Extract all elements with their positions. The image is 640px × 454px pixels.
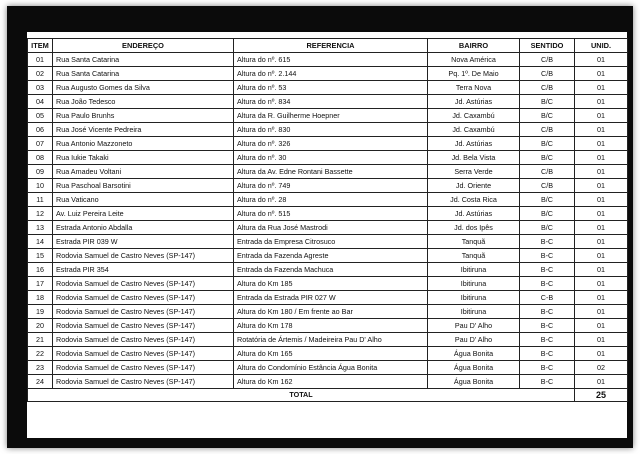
cell-referencia: Altura da Rua José Mastrodi	[234, 221, 428, 235]
cell-endereco: Rua Paschoal Barsotini	[53, 179, 234, 193]
cell-item: 08	[28, 151, 53, 165]
cell-referencia: Rotatória de Ártemis / Madeireira Pau D' Alho	[234, 333, 428, 347]
cell-bairro: Jd. dos Ipês	[428, 221, 520, 235]
table-row	[28, 235, 628, 249]
cell-bairro: Água Bonita	[428, 361, 520, 375]
document-sheet	[27, 32, 627, 438]
cell-item: 11	[28, 193, 53, 207]
cell-sentido: C/B	[520, 53, 575, 67]
table-row	[28, 67, 628, 81]
table-row	[28, 249, 628, 263]
cell-referencia: Altura do nº. 830	[234, 123, 428, 137]
cell-sentido: C-B	[520, 291, 575, 305]
cell-item: 23	[28, 361, 53, 375]
cell-sentido: B-C	[520, 361, 575, 375]
cell-referencia: Entrada da Empresa Citrosuco	[234, 235, 428, 249]
cell-endereco: Estrada PIR 039 W	[53, 235, 234, 249]
cell-referencia: Altura do Km 178	[234, 319, 428, 333]
cell-item: 07	[28, 137, 53, 151]
cell-referencia: Altura do nº. 326	[234, 137, 428, 151]
table-row	[28, 95, 628, 109]
cell-endereco: Estrada Antonio Abdalla	[53, 221, 234, 235]
cell-bairro: Jd. Astúrias	[428, 207, 520, 221]
cell-sentido: B-C	[520, 235, 575, 249]
cell-bairro: Jd. Astúrias	[428, 137, 520, 151]
cell-bairro: Tanquã	[428, 249, 520, 263]
cell-endereco: Rodovia Samuel de Castro Neves (SP-147)	[53, 319, 234, 333]
cell-bairro: Pq. 1º. De Maio	[428, 67, 520, 81]
cell-endereco: Rua Paulo Brunhs	[53, 109, 234, 123]
cell-unid: 01	[575, 67, 628, 81]
cell-unid: 02	[575, 361, 628, 375]
cell-referencia: Altura do Km 165	[234, 347, 428, 361]
cell-sentido: C/B	[520, 179, 575, 193]
cell-endereco: Rua Santa Catarina	[53, 53, 234, 67]
cell-endereco: Rodovia Samuel de Castro Neves (SP-147)	[53, 375, 234, 389]
cell-unid: 01	[575, 109, 628, 123]
cell-sentido: C/B	[520, 123, 575, 137]
cell-referencia: Entrada da Fazenda Machuca	[234, 263, 428, 277]
cell-item: 22	[28, 347, 53, 361]
cell-bairro: Tanquã	[428, 235, 520, 249]
cell-bairro: Pau D' Alho	[428, 319, 520, 333]
cell-bairro: Jd. Bela Vista	[428, 151, 520, 165]
cell-sentido: B-C	[520, 305, 575, 319]
cell-referencia: Altura da Av. Edne Rontani Bassette	[234, 165, 428, 179]
table-row	[28, 81, 628, 95]
cell-bairro: Pau D' Alho	[428, 333, 520, 347]
cell-sentido: B/C	[520, 193, 575, 207]
cell-endereco: Rua José Vicente Pedreira	[53, 123, 234, 137]
cell-item: 13	[28, 221, 53, 235]
cell-referencia: Altura do nº. 749	[234, 179, 428, 193]
cell-sentido: B/C	[520, 151, 575, 165]
header-referencia: REFERENCIA	[234, 39, 428, 53]
cell-item: 05	[28, 109, 53, 123]
cell-sentido: B/C	[520, 137, 575, 151]
cell-unid: 01	[575, 291, 628, 305]
total-label: TOTAL	[28, 389, 575, 402]
table-row	[28, 179, 628, 193]
header-endereco: ENDEREÇO	[53, 39, 234, 53]
header-item: ITEM	[28, 39, 53, 53]
total-value: 25	[575, 389, 628, 402]
cell-item: 19	[28, 305, 53, 319]
cell-endereco: Av. Luiz Pereira Leite	[53, 207, 234, 221]
cell-item: 10	[28, 179, 53, 193]
cell-unid: 01	[575, 319, 628, 333]
table-row	[28, 305, 628, 319]
cell-unid: 01	[575, 221, 628, 235]
cell-referencia: Altura do nº. 53	[234, 81, 428, 95]
cell-referencia: Altura do Km 162	[234, 375, 428, 389]
cell-referencia: Entrada da Fazenda Agreste	[234, 249, 428, 263]
cell-referencia: Altura do nº. 834	[234, 95, 428, 109]
cell-bairro: Água Bonita	[428, 347, 520, 361]
cell-unid: 01	[575, 193, 628, 207]
table-row	[28, 151, 628, 165]
cell-item: 17	[28, 277, 53, 291]
cell-bairro: Jd. Caxambú	[428, 109, 520, 123]
table-body	[28, 53, 628, 389]
cell-referencia: Altura do nº. 2.144	[234, 67, 428, 81]
table-row	[28, 193, 628, 207]
cell-item: 09	[28, 165, 53, 179]
cell-unid: 01	[575, 151, 628, 165]
table-row	[28, 221, 628, 235]
cell-endereco: Estrada PIR 354	[53, 263, 234, 277]
cell-unid: 01	[575, 179, 628, 193]
cell-unid: 01	[575, 123, 628, 137]
cell-referencia: Altura do nº. 30	[234, 151, 428, 165]
cell-endereco: Rodovia Samuel de Castro Neves (SP-147)	[53, 249, 234, 263]
cell-bairro: Ibitiruna	[428, 291, 520, 305]
cell-item: 01	[28, 53, 53, 67]
cell-item: 03	[28, 81, 53, 95]
cell-bairro: Nova América	[428, 53, 520, 67]
cell-sentido: B-C	[520, 263, 575, 277]
cell-item: 20	[28, 319, 53, 333]
cell-bairro: Ibitiruna	[428, 277, 520, 291]
table-row	[28, 109, 628, 123]
cell-endereco: Rua Vaticano	[53, 193, 234, 207]
cell-endereco: Rua Antonio Mazzoneto	[53, 137, 234, 151]
cell-endereco: Rua Augusto Gomes da Silva	[53, 81, 234, 95]
table-row	[28, 123, 628, 137]
table-row	[28, 333, 628, 347]
cell-item: 06	[28, 123, 53, 137]
cell-sentido: B/C	[520, 207, 575, 221]
cell-item: 02	[28, 67, 53, 81]
table-row	[28, 263, 628, 277]
cell-endereco: Rodovia Samuel de Castro Neves (SP-147)	[53, 291, 234, 305]
cell-unid: 01	[575, 53, 628, 67]
cell-unid: 01	[575, 277, 628, 291]
cell-endereco: Rodovia Samuel de Castro Neves (SP-147)	[53, 305, 234, 319]
cell-item: 16	[28, 263, 53, 277]
cell-item: 04	[28, 95, 53, 109]
cell-sentido: B/C	[520, 221, 575, 235]
cell-referencia: Altura do nº. 515	[234, 207, 428, 221]
cell-sentido: B-C	[520, 347, 575, 361]
cell-unid: 01	[575, 165, 628, 179]
header-bairro: BAIRRO	[428, 39, 520, 53]
cell-endereco: Rua Amadeu Voltani	[53, 165, 234, 179]
cell-unid: 01	[575, 263, 628, 277]
cell-item: 18	[28, 291, 53, 305]
header-unid: UNID.	[575, 39, 628, 53]
table-row	[28, 207, 628, 221]
cell-bairro: Jd. Oriente	[428, 179, 520, 193]
cell-bairro: Serra Verde	[428, 165, 520, 179]
cell-bairro: Jd. Caxambú	[428, 123, 520, 137]
table-row	[28, 291, 628, 305]
cell-unid: 01	[575, 137, 628, 151]
table-row	[28, 361, 628, 375]
cell-bairro: Água Bonita	[428, 375, 520, 389]
table-row	[28, 53, 628, 67]
document-frame	[7, 6, 633, 448]
total-row	[28, 389, 628, 402]
table-row	[28, 347, 628, 361]
table-row	[28, 375, 628, 389]
cell-bairro: Terra Nova	[428, 81, 520, 95]
cell-referencia: Entrada da Estrada PIR 027 W	[234, 291, 428, 305]
cell-endereco: Rua João Tedesco	[53, 95, 234, 109]
cell-item: 21	[28, 333, 53, 347]
cell-bairro: Jd. Astúrias	[428, 95, 520, 109]
cell-referencia: Altura do Km 180 / Em frente ao Bar	[234, 305, 428, 319]
cell-item: 12	[28, 207, 53, 221]
cell-endereco: Rua Santa Catarina	[53, 67, 234, 81]
cell-unid: 01	[575, 375, 628, 389]
cell-bairro: Jd. Costa Rica	[428, 193, 520, 207]
cell-sentido: C/B	[520, 81, 575, 95]
cell-item: 24	[28, 375, 53, 389]
cell-referencia: Altura do Condomínio Estância Água Bonita	[234, 361, 428, 375]
cell-bairro: Ibitiruna	[428, 263, 520, 277]
table-row	[28, 319, 628, 333]
table-row	[28, 277, 628, 291]
cell-sentido: B/C	[520, 109, 575, 123]
cell-sentido: B-C	[520, 333, 575, 347]
cell-sentido: B/C	[520, 95, 575, 109]
table-row	[28, 137, 628, 151]
cell-unid: 01	[575, 235, 628, 249]
cell-sentido: B-C	[520, 375, 575, 389]
table-row	[28, 165, 628, 179]
header-sentido: SENTIDO	[520, 39, 575, 53]
cell-sentido: B-C	[520, 319, 575, 333]
cell-endereco: Rodovia Samuel de Castro Neves (SP-147)	[53, 333, 234, 347]
cell-sentido: B-C	[520, 277, 575, 291]
cell-sentido: C/B	[520, 165, 575, 179]
cell-unid: 01	[575, 333, 628, 347]
cell-unid: 01	[575, 347, 628, 361]
cell-item: 14	[28, 235, 53, 249]
cell-referencia: Altura do nº. 615	[234, 53, 428, 67]
cell-endereco: Rodovia Samuel de Castro Neves (SP-147)	[53, 347, 234, 361]
cell-endereco: Rua Iukie Takaki	[53, 151, 234, 165]
cell-unid: 01	[575, 305, 628, 319]
cell-referencia: Altura do Km 185	[234, 277, 428, 291]
cell-item: 15	[28, 249, 53, 263]
cell-sentido: C/B	[520, 67, 575, 81]
locations-table	[27, 38, 628, 402]
cell-referencia: Altura da R. Guilherme Hoepner	[234, 109, 428, 123]
cell-endereco: Rodovia Samuel de Castro Neves (SP-147)	[53, 277, 234, 291]
cell-endereco: Rodovia Samuel de Castro Neves (SP-147)	[53, 361, 234, 375]
cell-bairro: Ibitiruna	[428, 305, 520, 319]
cell-sentido: B-C	[520, 249, 575, 263]
cell-referencia: Altura do nº. 28	[234, 193, 428, 207]
table-header-row	[28, 39, 628, 53]
cell-unid: 01	[575, 249, 628, 263]
cell-unid: 01	[575, 207, 628, 221]
cell-unid: 01	[575, 81, 628, 95]
cell-unid: 01	[575, 95, 628, 109]
